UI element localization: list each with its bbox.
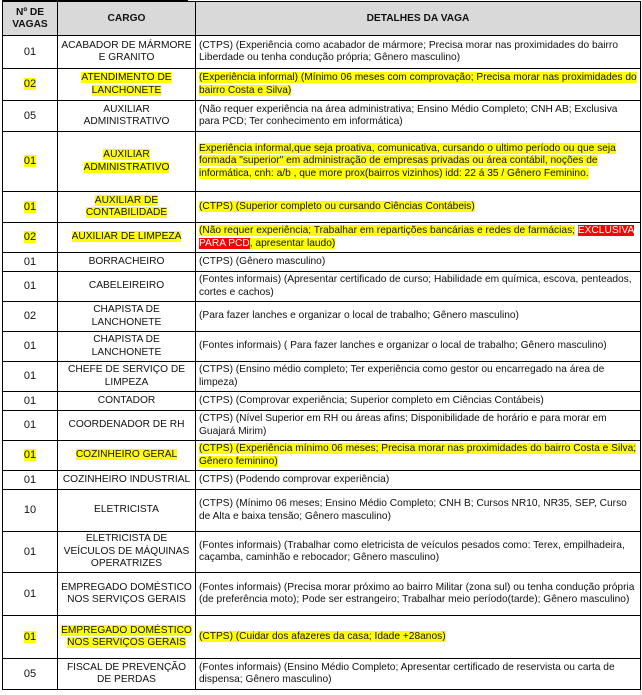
cargo-cell: BORRACHEIRO bbox=[58, 253, 196, 272]
vagas-cell: 05 bbox=[3, 659, 58, 690]
vagas-cell: 01 bbox=[3, 532, 58, 573]
vagas-cell: 01 bbox=[23, 155, 37, 168]
vagas-cell: 01 bbox=[23, 200, 37, 213]
table-row bbox=[3, 69, 641, 101]
cargo-cell: EMPREGADO DOMÉSTICO NOS SERVIÇOS GERAIS bbox=[61, 624, 192, 648]
header-detalhes: DETALHES DA VAGA bbox=[196, 2, 641, 36]
vagas-cell: 01 bbox=[23, 449, 37, 462]
cargo-cell: AUXILIAR DE CONTABILIDADE bbox=[85, 194, 168, 218]
table-row bbox=[3, 223, 641, 253]
table-row bbox=[3, 490, 641, 532]
table-row bbox=[3, 659, 641, 690]
job-vacancies-table bbox=[2, 1, 641, 690]
detalhes-cell: (CTPS) (Experiência como acabador de mármore; Precisa morar nas proximidades do bairro Liberdade ou tenha condução própria; Gênero masculino) bbox=[196, 36, 641, 69]
vagas-cell: 02 bbox=[23, 78, 37, 91]
vagas-cell: 01 bbox=[3, 411, 58, 441]
vagas-cell: 01 bbox=[3, 471, 58, 490]
detalhes-cell: (Não requer experiência na área administrativa; Ensino Médio Completo; CNH AB; Exclusiva para PCD; Ter conhecimento em informática) bbox=[196, 101, 641, 132]
detalhes-cell: (Fontes informais) (Trabalhar como eletricista de veículos pesados como: Terex, empilhadeira, caçamba, caminhão e rebocador; Gênero masculino) bbox=[196, 532, 641, 573]
vagas-cell: 10 bbox=[3, 490, 58, 532]
cargo-cell: AUXILIAR ADMINISTRATIVO bbox=[58, 101, 196, 132]
detalhes-cell: (CTPS) (Superior completo ou cursando Ciências Contábeis) bbox=[199, 200, 475, 212]
vagas-cell: 01 bbox=[3, 332, 58, 362]
cargo-cell: COZINHEIRO GERAL bbox=[75, 449, 178, 461]
vagas-cell: 01 bbox=[3, 362, 58, 392]
table-row bbox=[3, 272, 641, 302]
detalhes-part-a: (Não requer experiência; Trabalhar em repartições bancárias e redes de farmácias; bbox=[199, 225, 575, 237]
cargo-cell: COZINHEIRO INDUSTRIAL bbox=[58, 471, 196, 490]
cargo-cell: AUXILIAR ADMINISTRATIVO bbox=[83, 149, 170, 173]
table-row bbox=[3, 362, 641, 392]
detalhes-cell: (Fontes informais) (Apresentar certificado de curso; Habilidade em química, escova, penteados, cortes e cachos) bbox=[196, 272, 641, 302]
cargo-cell: ACABADOR DE MÁRMORE E GRANITO bbox=[58, 36, 196, 69]
cargo-cell: ATENDIMENTO DE LANCHONETE bbox=[81, 72, 172, 96]
job-table-container bbox=[2, 1, 640, 690]
detalhes-cell: (CTPS) (Cuidar dos afazeres da casa; Idade +28anos) bbox=[199, 630, 446, 642]
table-header-row bbox=[3, 2, 641, 36]
table-row bbox=[3, 253, 641, 272]
detalhes-cell: (CTPS) (Gênero masculino) bbox=[196, 253, 641, 272]
detalhes-part-c: , apresentar laudo) bbox=[249, 237, 336, 249]
detalhes-cell: (Fontes informais) (Precisa morar próximo ao bairro Militar (zona sul) ou tenha condução própria (de preferência moto); Pode ser estrangeiro; Trabalhar meio período(tarde); Gênero masculino) bbox=[196, 573, 641, 616]
detalhes-cell: (Experiência informal) (Mínimo 06 meses com comprovação; Precisa morar nas proximidades do bairro Costa e Silva) bbox=[199, 72, 637, 96]
table-row bbox=[3, 411, 641, 441]
detalhes-cell: (CTPS) (Comprovar experiência; Superior completo em Ciências Contábeis) bbox=[196, 392, 641, 411]
detalhes-cell: Experiência informal,que seja proativa, comunicativa, cursando o ultimo período ou que seja formada "superior" em administração de empresas privadas ou área contábil, noções de informática, cnh: a/b , que more prox(bairros vizinhos) idd: 22 á 35 / Gênero Feminino. bbox=[199, 142, 616, 179]
detalhes-cell: (CTPS) (Experiência mínimo 06 meses; Precisa morar nas proximidades do bairro Costa e Silva; Gênero feminino) bbox=[199, 443, 637, 467]
table-row bbox=[3, 101, 641, 132]
detalhes-cell: (CTPS) (Nível Superior em RH ou áreas afins; Disponibilidade de horário e para morar em Guajará Mirim) bbox=[196, 411, 641, 441]
header-cargo: CARGO bbox=[58, 2, 196, 36]
cargo-cell: CHEFE DE SERVIÇO DE LIMPEZA bbox=[58, 362, 196, 392]
table-row bbox=[3, 132, 641, 192]
vagas-cell: 02 bbox=[3, 302, 58, 332]
table-row bbox=[3, 471, 641, 490]
vagas-cell: 01 bbox=[3, 272, 58, 302]
cargo-cell: EMPREGADO DOMÉSTICO NOS SERVIÇOS GERAIS bbox=[58, 573, 196, 616]
detalhes-cell: (Fontes informais) (Ensino Médio Completo; Apresentar certificado de reservista ou carta de dispensa; Gênero masculino) bbox=[196, 659, 641, 690]
table-row bbox=[3, 392, 641, 411]
header-vagas: Nº DE VAGAS bbox=[3, 2, 58, 36]
table-row bbox=[3, 616, 641, 659]
cargo-cell: CHAPISTA DE LANCHONETE bbox=[58, 302, 196, 332]
table-row bbox=[3, 532, 641, 573]
vagas-cell: 05 bbox=[3, 101, 58, 132]
detalhes-cell: (CTPS) (Ensino médio completo; Ter experiência como gestor ou encarregado na área de limpeza) bbox=[196, 362, 641, 392]
cargo-cell: ELETRICISTA DE VEÍCULOS DE MÁQUINAS OPERATRIZES bbox=[58, 532, 196, 573]
cargo-cell: CHAPISTA DE LANCHONETE bbox=[58, 332, 196, 362]
cargo-cell: COORDENADOR DE RH bbox=[58, 411, 196, 441]
cargo-cell: ELETRICISTA bbox=[58, 490, 196, 532]
vagas-cell: 01 bbox=[3, 36, 58, 69]
pcd-exclusive-flag: EXCLUSIVA PARA PCD bbox=[199, 225, 635, 249]
cargo-cell: FISCAL DE PREVENÇÃO DE PERDAS bbox=[58, 659, 196, 690]
detalhes-cell: (Para fazer lanches e organizar o local de trabalho; Gênero masculino) bbox=[196, 302, 641, 332]
table-row bbox=[3, 36, 641, 69]
table-row bbox=[3, 332, 641, 362]
table-row bbox=[3, 192, 641, 223]
vagas-cell: 01 bbox=[3, 392, 58, 411]
vagas-cell: 01 bbox=[3, 253, 58, 272]
table-row bbox=[3, 302, 641, 332]
table-row bbox=[3, 573, 641, 616]
cargo-cell: CONTADOR bbox=[58, 392, 196, 411]
detalhes-cell: (CTPS) (Podendo comprovar experiência) bbox=[196, 471, 641, 490]
cargo-cell: CABELEIREIRO bbox=[58, 272, 196, 302]
vagas-cell: 01 bbox=[3, 573, 58, 616]
detalhes-cell: (CTPS) (Mínimo 06 meses; Ensino Médio Completo; CNH B; Cursos NR10, NR35, SEP, Curso de Alta e baixa tensão; Gênero masculino) bbox=[196, 490, 641, 532]
detalhes-cell: (Fontes informais) ( Para fazer lanches e organizar o local de trabalho; Gênero masculino) bbox=[196, 332, 641, 362]
cargo-cell: AUXILIAR DE LIMPEZA bbox=[71, 231, 182, 243]
vagas-cell: 02 bbox=[23, 231, 37, 244]
vagas-cell: 01 bbox=[23, 630, 37, 643]
table-row bbox=[3, 441, 641, 471]
